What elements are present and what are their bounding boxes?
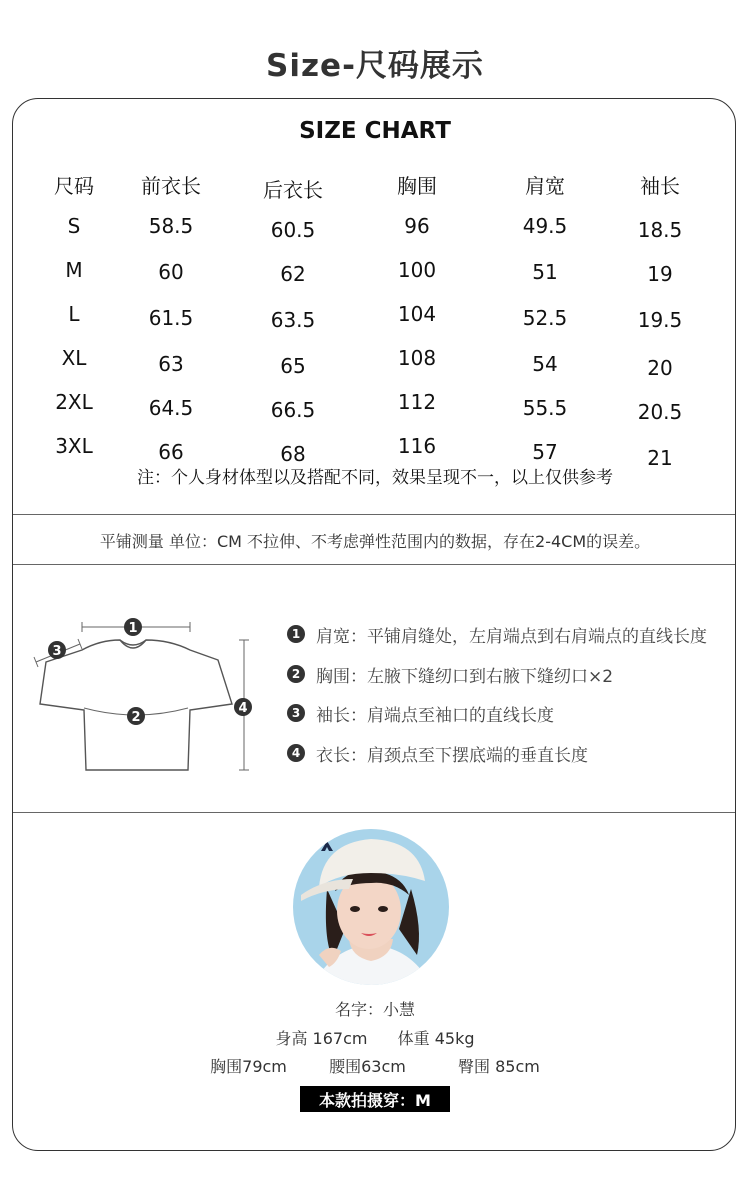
table-cell: 116 (397, 434, 437, 458)
model-name: 名字：小慧 (334, 1000, 415, 1019)
number-3-icon: 3 (287, 704, 305, 722)
model-height-weight (0, 1026, 750, 1049)
table-cell: 112 (397, 390, 437, 414)
tshirt-outline-icon (40, 640, 232, 770)
diagram-marker-1 (124, 618, 142, 636)
table-cell: 58.5 (148, 214, 194, 238)
number-2-icon: 2 (287, 665, 305, 683)
svg-text:1: 1 (128, 621, 138, 636)
table-header-cell: 尺码 (54, 174, 94, 198)
diagram-marker-4 (234, 698, 252, 716)
divider (13, 514, 735, 515)
model-measurements (0, 1054, 750, 1077)
table-cell: 61.5 (148, 306, 194, 330)
wearing-size-badge: 本款拍摄穿：M (300, 1086, 450, 1112)
svg-text:2: 2 (131, 710, 141, 725)
table-cell: 60 (158, 260, 184, 284)
model-hip: 臀围 85cm (458, 1057, 540, 1076)
table-cell: 60.5 (270, 218, 316, 242)
number-4-icon: 4 (287, 744, 305, 762)
table-cell: 66 (158, 440, 184, 464)
table-cell: 18.5 (637, 218, 683, 242)
svg-text:3: 3 (52, 644, 62, 659)
table-header-cell: 后衣长 (263, 178, 323, 202)
legend-item-length (287, 740, 588, 766)
measure-note: 平铺测量 单位：CM 不拉伸、不考虑弹性范围内的数据，存在2-4CM的误差。 (99, 532, 651, 551)
table-cell: 19.5 (637, 308, 683, 332)
table-header-cell: 肩宽 (525, 174, 565, 198)
table-cell: 62 (280, 262, 306, 286)
size-label-cell: L (68, 302, 80, 326)
legend-item-shoulder (287, 621, 707, 647)
size-chart-note: 注：个人身材体型以及搭配不同，效果呈现不一，以上仅供参考 (137, 468, 613, 488)
model-waist: 腰围63cm (329, 1057, 406, 1076)
model-bust: 胸围79cm (210, 1057, 287, 1076)
table-cell: 54 (532, 352, 558, 376)
legend-text: 衣长：肩颈点至下摆底端的垂直长度 (316, 745, 588, 766)
size-label-cell: 3XL (55, 434, 93, 458)
table-cell: 68 (280, 442, 306, 466)
table-cell: 20 (647, 356, 673, 380)
legend-text: 胸围：左腋下缝纫口到右腋下缝纫口×2 (316, 666, 614, 687)
table-cell: 66.5 (270, 398, 316, 422)
table-cell: 63.5 (270, 308, 316, 332)
table-cell: 19 (647, 262, 673, 286)
table-cell: 20.5 (637, 400, 683, 424)
size-label-cell: XL (61, 346, 87, 370)
table-cell: 49.5 (522, 214, 568, 238)
number-1-icon: 1 (287, 625, 305, 643)
table-cell: 100 (397, 258, 437, 282)
model-weight: 体重 45kg (397, 1029, 475, 1048)
legend-item-chest (287, 661, 613, 687)
table-cell: 96 (404, 214, 430, 238)
model-height: 身高 167cm (275, 1029, 368, 1048)
size-label-cell: M (65, 258, 83, 282)
model-photo-icon (293, 829, 449, 985)
page-title: Size-尺码展示 (266, 48, 484, 84)
table-header-cell: 袖长 (640, 174, 680, 198)
table-cell: 63 (158, 352, 184, 376)
table-cell: 21 (647, 446, 673, 470)
divider (13, 564, 735, 565)
legend-text: 袖长：肩端点至袖口的直线长度 (316, 705, 554, 726)
table-cell: 55.5 (522, 396, 568, 420)
table-cell: 104 (397, 302, 437, 326)
legend-item-sleeve (287, 700, 554, 726)
table-cell: 108 (397, 346, 437, 370)
table-cell: 64.5 (148, 396, 194, 420)
divider (13, 812, 735, 813)
table-header-cell: 前衣长 (141, 174, 201, 198)
table-cell: 65 (280, 354, 306, 378)
size-label-cell: 2XL (55, 390, 93, 414)
svg-text:4: 4 (238, 701, 248, 716)
table-cell: 51 (532, 260, 558, 284)
legend-text: 肩宽：平铺肩缝处，左肩端点到右肩端点的直线长度 (316, 626, 707, 647)
table-header-cell: 胸围 (397, 174, 437, 198)
size-label-cell: S (67, 214, 81, 238)
diagram-marker-2 (127, 707, 145, 725)
table-cell: 52.5 (522, 306, 568, 330)
table-cell: 57 (532, 440, 558, 464)
diagram-marker-3 (48, 641, 66, 659)
model-avatar (293, 829, 449, 985)
tshirt-measure-diagram (30, 610, 270, 780)
size-chart-title: SIZE CHART (299, 118, 451, 144)
